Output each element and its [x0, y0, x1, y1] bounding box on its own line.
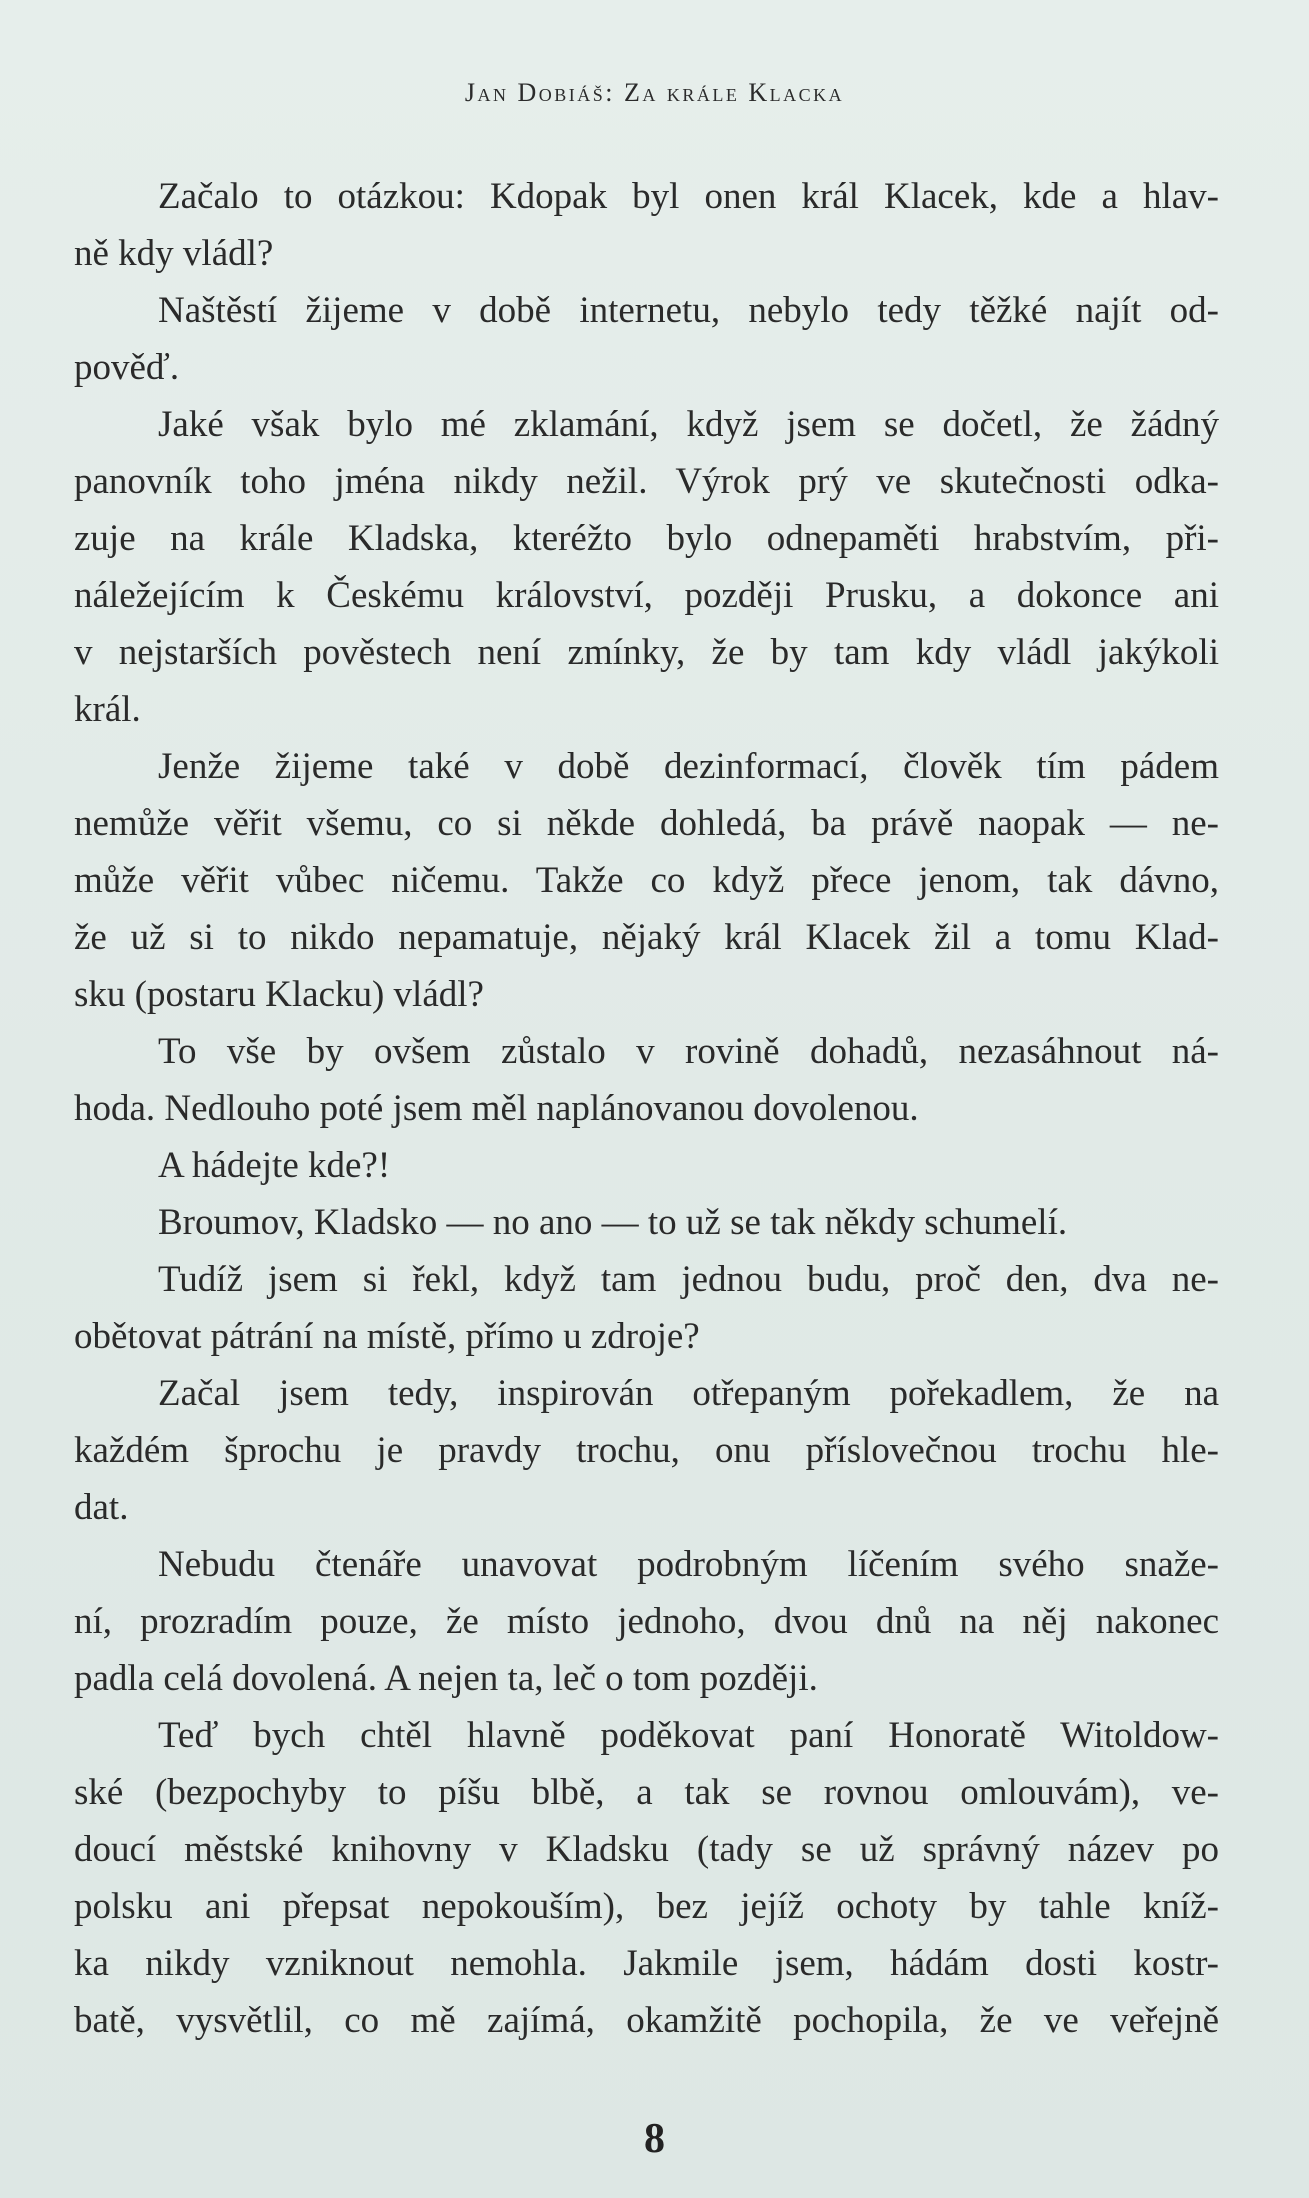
text-line: ně kdy vládl? [74, 233, 274, 274]
text-line: Začal jsem tedy, inspirován otřepaným pořekadlem, že na [158, 1373, 1219, 1414]
text-line: padla celá dovolená. A nejen ta, leč o tom později. [74, 1658, 818, 1699]
text-line: že už si to nikdo nepamatuje, nějaký král Klacek žil a tomu Klad- [74, 917, 1219, 958]
page-number: 8 [644, 2116, 665, 2162]
text-line: Jenže žijeme také v době dezinformací, člověk tím pádem [158, 746, 1219, 787]
text-line: sku (postaru Klacku) vládl? [74, 974, 484, 1015]
text-line: zuje na krále Kladska, kteréžto bylo odnepaměti hrabstvím, při- [74, 518, 1219, 559]
text-line: A hádejte kde?! [158, 1145, 391, 1186]
text-line: pověď. [74, 347, 180, 388]
text-line: ní, prozradím pouze, že místo jednoho, dvou dnů na něj nakonec [74, 1601, 1219, 1642]
text-line: může věřit vůbec ničemu. Takže co když přece jenom, tak dávno, [74, 860, 1219, 901]
text-line: ské (bezpochyby to píšu blbě, a tak se rovnou omlouvám), ve- [74, 1772, 1219, 1813]
text-line: v nejstarších pověstech není zmínky, že by tam kdy vládl jakýkoli [74, 632, 1219, 673]
text-line: Nebudu čtenáře unavovat podrobným líčením svého snaže- [158, 1544, 1219, 1585]
text-line: dat. [74, 1487, 129, 1528]
text-line: ka nikdy vzniknout nemohla. Jakmile jsem, hádám dosti kostr- [74, 1943, 1219, 1984]
text-line: polsku ani přepsat nepokouším), bez jejíž ochoty by tahle kníž- [74, 1886, 1219, 1927]
text-line: obětovat pátrání na místě, přímo u zdroje? [74, 1316, 700, 1357]
text-line: batě, vysvětlil, co mě zajímá, okamžitě pochopila, že ve veřejně [74, 2000, 1219, 2041]
text-line: hoda. Nedlouho poté jsem měl naplánovanou dovolenou. [74, 1088, 919, 1129]
text-line: doucí městské knihovny v Kladsku (tady se už správný název po [74, 1829, 1219, 1870]
text-line: nemůže věřit všemu, co si někde dohledá, ba právě naopak — ne- [74, 803, 1219, 844]
text-line: král. [74, 689, 141, 730]
text-line: Broumov, Kladsko — no ano — to už se tak někdy schumelí. [158, 1202, 1068, 1243]
text-line: panovník toho jména nikdy nežil. Výrok prý ve skutečnosti odka- [74, 461, 1219, 502]
text-line: Tudíž jsem si řekl, když tam jednou budu, proč den, dva ne- [158, 1259, 1219, 1300]
text-line: To vše by ovšem zůstalo v rovině dohadů, nezasáhnout ná- [158, 1031, 1219, 1072]
text-line: Teď bych chtěl hlavně poděkovat paní Honoratě Witoldow- [158, 1715, 1219, 1756]
text-line: každém šprochu je pravdy trochu, onu příslovečnou trochu hle- [74, 1430, 1219, 1471]
text-line: náležejícím k Českému království, později Prusku, a dokonce ani [74, 575, 1219, 616]
running-head: Jan Dobiáš: Za krále Klacka [464, 78, 845, 107]
text-line: Naštěstí žijeme v době internetu, nebylo tedy těžké najít od- [158, 290, 1219, 331]
text-line: Jaké však bylo mé zklamání, když jsem se dočetl, že žádný [158, 404, 1219, 445]
body-text [74, 168, 1219, 2049]
text-line: Začalo to otázkou: Kdopak byl onen král Klacek, kde a hlav- [158, 176, 1219, 217]
